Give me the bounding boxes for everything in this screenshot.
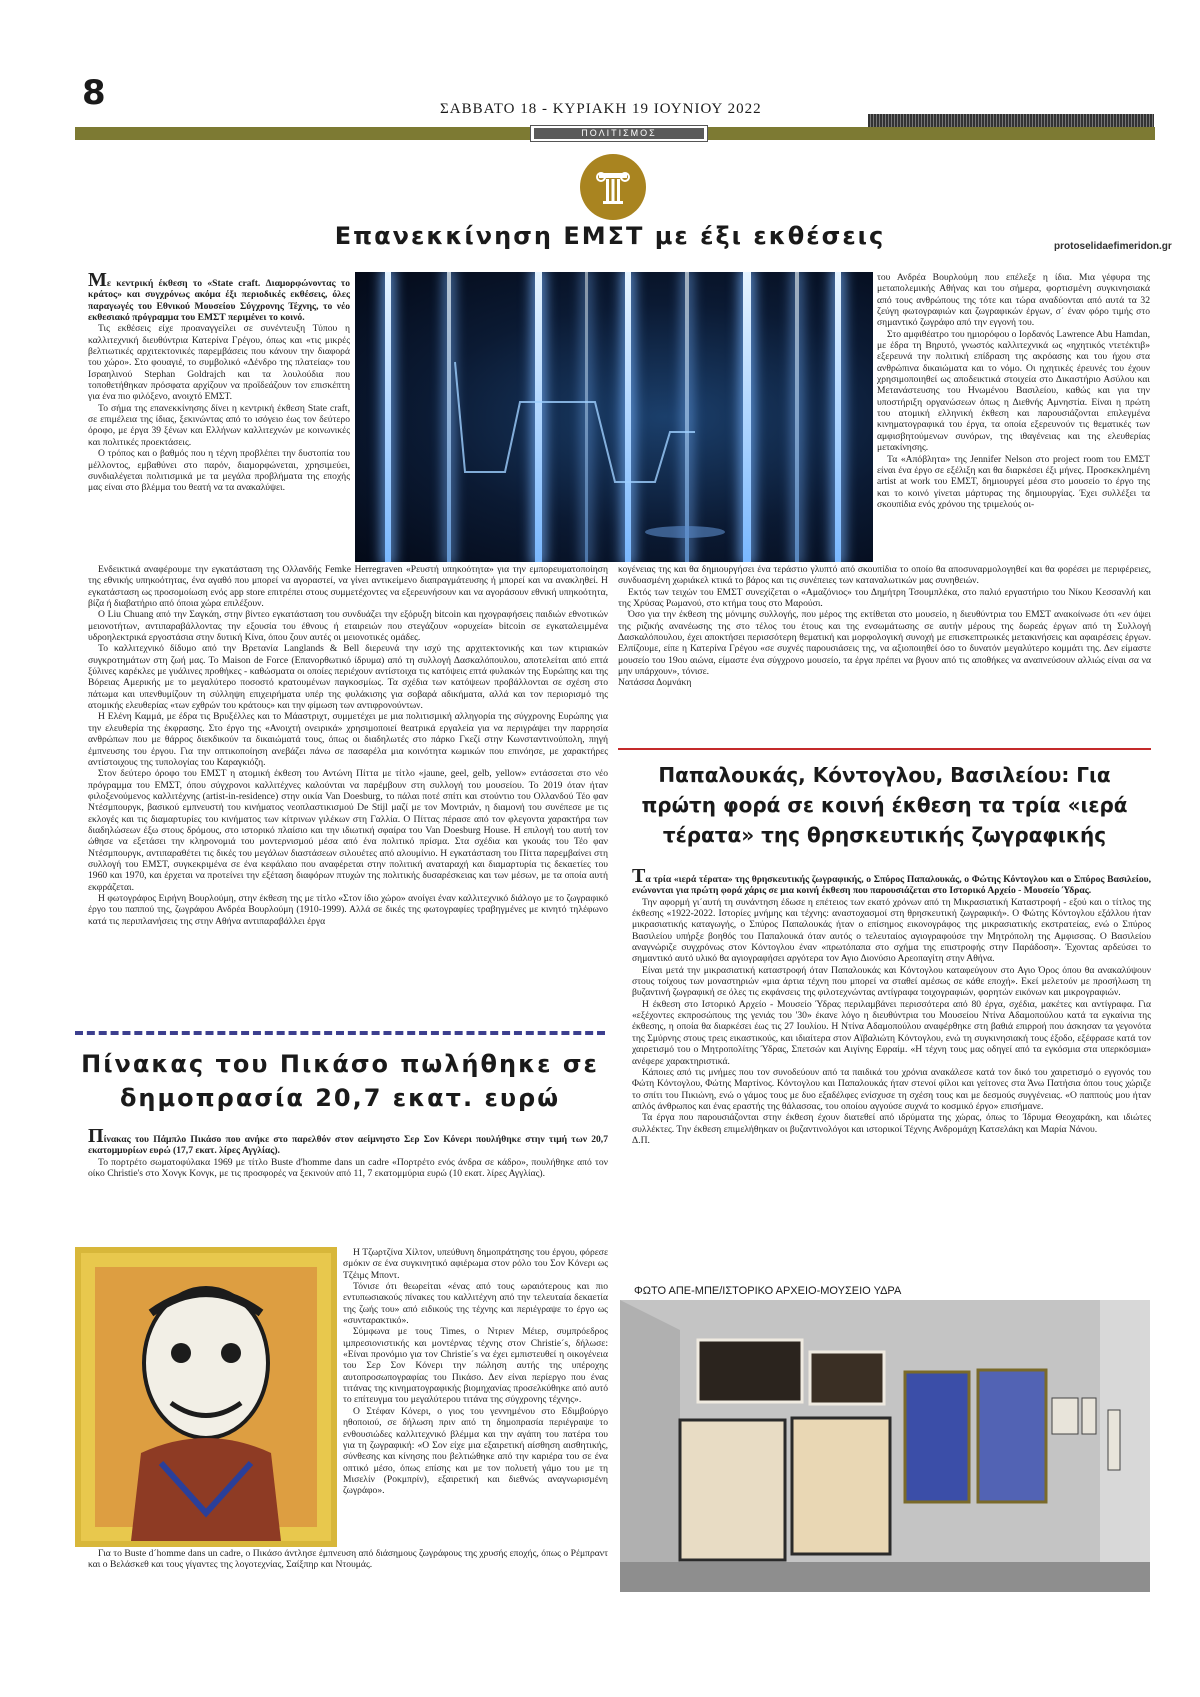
exhibition-gallery-photo [620, 1300, 1150, 1592]
paragraph: του Ανδρέα Βουρλούμη που επέλεξε η ίδια. Μια γέφυρα της μεταπολεμικής Αθήνας και του σήμερα, φορτισμένη συγκινησιακά από τους ανθρώπους της τότε και τώρα αναδύονται από αυτά τα 32 ζεύγη φωτογραφιών και ζωγραφικών έργων, σ΄ έναν φόρο τιμής στο σημαντικό ζωγράφο από την εγγονή του. [877, 272, 1150, 329]
article1-body-right [618, 564, 1151, 740]
newspaper-masthead [868, 114, 1154, 128]
drop-cap: Π [88, 1128, 104, 1147]
paragraph: Ενδεικτικά αναφέρουμε την εγκατάσταση της Ολλανδής Femke Herregraven «Ρευστή υπηκοότητα» για την εμπορευματοποίηση της εθνικής υπηκοότητας, ένα αγαθό που μπορεί να αγοραστεί, να γίνει αντικείμενο διαπραγμάτευσης ή μπορεί και να ανακληθεί. Η εγκατάσταση ως προσομοίωση ενός app store επιτρέπει στους συμμετέχοντες να εξερευνήσουν και να αγοράσουν εθνική υπηκοότητα, βίζα ή διαβατήριο από όποια χώρα επιλέξουν. [88, 564, 608, 610]
paragraph: κογένειας της και θα δημιουργήσει ένα τεράστιο γλυπτό από σκουπίδια το οποίο θα αποσυναρμολογηθεί και θα φορέσει με περιφέρειες, συνδυασμένη χωριάκελ κτικά το βάρος και τις συνέπειες των καταναλωτικών μας συνηθειών. [618, 564, 1151, 587]
article1-lead: ε κεντρική έκθεση το «State craft. Διαμορφώνοντας το κράτος» και συγχρόνως ακόμα έξι περιοδικές εκθέσεις, όλες παραγωγές του Εθνικού Μουσείου Σύγχρονης Τέχνης, το νέο εκθεσιακό πρόγραμμα του ΕΜΣΤ περιμένει το κοινό. [88, 278, 350, 324]
paragraph: Όσο για την έκθεση της μόνιμης συλλογής, που μέρος της εκτίθεται στο μουσείο, η διευθύντρια του ΕΜΣΤ ανακοίνωσε ότι «εν όψει της ριζικής ανανέωσης της στο τέλος του έτους και της ενσωμάτωσης σε αυτήν μέρους της δωρεάς έργων από τη Συλλογή Δασκαλόπουλου, έχει αποκτήσει περισσότερη θεματική και μορφολογική συνοχή με επισκεπτρωικές μετακινήσεις και αφαιρέσεις έργων. Ελπίζουμε, είπε η Κατερίνα Γρέγου «σε συχνές παρουσιάσεις της, να αξιοποιηθεί όσο το δυνατόν μεγαλύτερο κομμάτι της. Δεν είμαστε μουσείο του 19ου αιώνα, είμαστε ένα σύγχρονο μουσείο, τα έργα πρέπει να βγουν από τις αποθήκες να αναπνεύσουν αλλιώς είναι σα να μην υπάρχουν», τόνισε. [618, 609, 1151, 678]
paragraph: Στον δεύτερο όροφο του ΕΜΣΤ η ατομική έκθεση του Αντώνη Πίττα με τίτλο «jaune, geel, gelb, yellow» εντάσσεται στο νέο πρόγραμμα του ΕΜΣΤ, όπου σύγχρονοι καλλιτέχνες καλούνται να παρέμβουν στη συλλογή του μουσείου. Το 2019 όταν ήταν φιλοξενούμενος καλλιτέχνης (artist-in-residence) στην οικία Van Doesburg, το πάλαι ποτέ σπίτι και στούντιο του Ολλανδού Τέο φαν Ντέσμπουργκ, βασικού εμπνευστή του κινήματος νεοπλαστικισμού De Stijl μαζί με τον Μοντριάν, η διαμονή του συνέπεσε με τις εκλογές και τις διαμαρτυρίες του κινήματος των κίτρινων γιλέκων στη Γαλλία. Ο Πίττας πέρασε από τον φλεγοντα χαρακτήρα των διαδηλώσεων έξω στους δρόμους, στο ιστορικό πλαίσιο και την ιδιωτική σφαίρα του Van Doesburg House. Η επιλογή του αυτή τον ώθησε να εξετάσει την κληρονομιά του μοντερνισμού μέσα από ένα πολιτικό πρίσμα. Στα σχέδια και γκουάς του Τέο φαν Ντέσμπουργκ, αντιπαραθέτει τις δικές του μεγάλων διαστάσεων σιλουέτες από αλουμίνιο. Η εγκατάσταση του Πίττα παρεμβαίνει στη συλλογή του ΕΜΣΤ, συγκεκριμένα σε ένα κεφάλαιο που αναφέρεται στην πολιτική αναταραχή και διαμαρτυρία τις δεκαετίες του 1960 και 1970, και έρχεται να προτείνει την εξέταση διαφόρων πτυχών της πολιτικής δυσαρέσκειας και των μέσων, με τα οποία αυτή εκφράζεται. [88, 768, 608, 893]
article1-title: Επανεκκίνηση ΕΜΣΤ με έξι εκθέσεις [334, 222, 886, 250]
paragraph: Για το Buste d´homme dans un cadre, ο Πικάσο άντλησε έμπνευση από διάσημους ζωγράφους της χρυσής εποχής, όπως ο Ρέμπραντ και ο Βελάσκεθ και τους γίγαντες της λογοτεχνίας, Σαίξπηρ και Ντουμάς. [88, 1548, 608, 1571]
section-label-text: ΠΟΛΙΤΙΣΜΟΣ [534, 128, 704, 139]
section-label [530, 125, 708, 142]
paragraph: Η φωτογράφος Ειρήνη Βουρλούμη, στην έκθεση της με τίτλο «Στον ίδιο χώρο» ανοίγει έναν καλλιτεχνικό διάλογο με το ζωγραφικό έργο του παππού της, ζωγράφου Ανδρέα Βουρλούμη (1910-1999). Αλλά σε δικές της φωτογραφίες τραβηγμένες με κινητό τηλέφωνο κατά τις περιπλανήσεις της στην Αθήνα αντιπαραβάλλει έργα [88, 892, 608, 927]
paragraph: Τα «Απόβλητα» της Jennifer Nelson στο project room του ΕΜΣΤ είναι ένα έργο σε εξέλιξη και θα διαρκέσει έξι μήνες. Προσκεκλημένη artist at work του ΕΜΣΤ, δημιουργεί μέσα στο μουσείο το έργο της και το κοινό γίνεται μάρτυρας της δημιουργίας. Έχει συλλέξει τα σκουπίδια ενός χρόνου της τριμελούς οι- [877, 453, 1150, 510]
article1-col-right [877, 272, 1150, 562]
author: Νατάσσα Δομνάκη [618, 677, 692, 689]
article2-col-right [343, 1247, 608, 1547]
author: Δ.Π. [632, 1134, 650, 1146]
page-number: 8 [82, 73, 106, 113]
site-credit: protoselidaefimeridon.gr [1054, 241, 1172, 252]
paragraph: Το σήμα της επανεκκίνησης δίνει η κεντρική έκθεση State craft, σε επιμέλεια της ίδιας, ξεκινώντας από το ισόγειο έως τον δεύτερο όροφο, με έργα 39 ξένων και Ελλήνων καλλιτεχνών με κοινωνικές και πολιτικές προεκτάσεις. [88, 402, 350, 448]
picasso-painting-photo [75, 1247, 337, 1547]
drop-cap: Μ [88, 272, 107, 291]
paragraph: Τις εκθέσεις είχε προαναγγείλει σε συνέντευξη Τύπου η καλλιτεχνική διευθύντρια Κατερίνα Γρέγου, όπως και «τις μικρές βελτιωτικές αρχιτεκτονικές παρεμβάσεις που κάνουν την διαφορά του χώρο». Στο φουαγιέ, το συμβολικό «Δένδρο της πλατείας» του Ισραηλινού Stephan Goldrajch και τα λουλούδια που τοποθετήθηκαν πρόσφατα αρχίζουν να προϊδεάζουν τον επισκέπτη για ένα πιο φιλόξενο, ανοιχτό ΕΜΣΤ. [88, 323, 350, 403]
paragraph: Η Τζωρτζίνα Χίλτον, υπεύθυνη δημοπράτησης του έργου, φόρεσε σμόκιν σε ένα συγκινητικό αφιέρωμα στον ρόλο του Σον Κόνερι ως Τζέιμς Μποντ. [343, 1247, 608, 1281]
paragraph: Τόνισε ότι θεωρείται «ένας από τους ωραιότερους και πιο εντυπωσιακούς πίνακες του καλλιτέχνη από την τελευταία δεκαετία της ζωής του» από ειδικούς της τέχνης και περιέγραψε το έργο ως «συνταρακτικό». [343, 1281, 608, 1327]
paragraph: Την αφορμή γι΄αυτή τη συνάντηση έδωσε η επέτειος των εκατό χρόνων από τη Μικρασιατική Καταστροφή - εξού και ο τίτλος της έκθεσης «1922-2022. Ιστορίες μνήμης και τέχνης: αναστοχασμοί στη θρησκευτική ζωγραφική». Ο Φώτης Κόντογλου εξάλλου ήταν μικρασιατικής καταγωγής, ο Σπύρος Παπαλουκάς ήταν ο επίσημος εικονογράφος της μικρασιατικής εκστρατείας, ενώ ο Σπύρος Βασιλείου υπήρξε βοηθός του Παπαλουκά όταν αυτός ο τελευταίος αγιογραφούσε την Μητρόπολη της Αμφισσας. Ο Βασιλείου αναγνώριζε συγχρόνως στον Κόντογλου έναν «πρωτόπαπα στο σχήμα της επιστροφής στην Παράδοση». Έχοντας αρδεύσει το σημαντικό αυτό υλικό θα αγιογραφήσει αργότερα τον Αγιο Διονύσιο Αρεοπαγίτη στην Αθήνα. [632, 896, 1151, 965]
emst-installation-photo [355, 272, 873, 562]
paragraph: Η Ελένη Καμμά, με έδρα τις Βρυξέλλες και το Μάαστριχτ, συμμετέχει με μια πολιτισμική αλληγορία της σύγχρονης Ευρώπης για την ελευθερία της έκφρασης. Στο έργο της «Ανοιχτή ονειρικά» χρησιμοποιεί θεατρικά εργαλεία για να περιγράψει την παρρησία ανθρώπων που με θάρρος διεκδικούν τα δικαιώματά τους, όπως οι διαδηλωτές στο πάρκο Γκεζί στην Κωνσταντινούπολη, πηγή έμπνευσης του έργου. Για την οπτικοποίηση ανεβάζει πάνω σε πασαρέλα μια κοινότητα κωμικών που επινόησε, με χαρακτήρες αντίστοιχους της τυπολογίας του Καραγκιόζη. [88, 711, 608, 768]
article3-title: Παπαλουκάς, Κόντογλου, Βασιλείου: Για πρώτη φορά σε κοινή έκθεση τα τρία «ιερά τέρατα» της θρησκευτικής ζωγραφικής [641, 763, 1128, 847]
paragraph: Ο Στέφαν Κόνερι, ο γιος του γεννημένου στο Εδιμβούργο ηθοποιού, σε δήλωση πριν από τη δημοπρασία περιέγραψε το ενθουσιώδες καλλιτεχνικό βλέμμα και την αγάπη του πατέρα του για τη ζωγραφική: «Ο Σον είχε μια εξαιρετική αίσθηση αισθητικής, σύνθεσης και κίνησης που βελτιώθηκε από την καριέρα του σε ένα οπτικό μέσο, όπως επίσης και με τον πολυετή γάμο του με τη Μισελίν (Ροκμπρίν), εξαιρετική και διεθνώς αναγνωρισμένη ζωγράφο». [343, 1405, 608, 1497]
column-logo-icon [580, 154, 646, 220]
article1-body-left [88, 564, 608, 1024]
section-divider-red [618, 748, 1151, 750]
article3-body [632, 868, 1151, 1282]
paragraph: Τα έργα που παρουσιάζονται στην έκθεση έχουν διατεθεί από ιδρύματα της χώρας, όπως το Ίδρυμα Θεοχαράκη, και ιδιώτες συλλέκτες. Την έκθεση επιμελήθηκαν οι βυζαντινολόγοι και ιστορικοί Τέχνης Ανδρομάχη Κατσελάκη και Μαρία Νάνου. [632, 1112, 1151, 1135]
paragraph: Ο Liu Chuang από την Σαγκάη, στην βίντεο εγκατάσταση του συνδυάζει την εξόρυξη bitcoin και ηχογραφήσεις παιδιών εθνοτικών μειονοτήτων, αντιπαραβάλλοντας την εξουσία του έθνους ή εταιρειών που στεγάζουν «ορυχεία» bitcoin σε εγκαταλειμμένα υδροηλεκτρικά εργοστάσια στην δυτική Κίνα, όπου ζουν αυτές οι μειονοτικές ομάδες. [88, 609, 608, 644]
article2-lead: ίνακας του Πάμπλο Πικάσο που ανήκε στο παρελθόν στον αείμνηστο Σερ Σον Κόνερι πουλήθηκε στην τιμή των 20,7 εκατομμυρίων ευρώ (17,7 εκατ. λίρες Αγγλίας). [88, 1134, 608, 1157]
article2-title: Πίνακας του Πικάσο πωλήθηκε σε δημοπρασία 20,7 εκατ. ευρώ [81, 1050, 599, 1112]
paragraph: Το καλλιτεχνικό δίδυμο από την Βρετανία Langlands & Bell διερευνά την ισχύ της αρχιτεκτονικής και των κτιριακών συγκροτημάτων στη ζωή μας. Το Maison de Force (Επανορθωτικό ίδρυμα) από τη συλλογή Δασκαλόπουλου, αποτελείται από επτά ξύλινες καρέκλες με γυάλινες προθήκες - καθώσματα οι οποίες περιέχουν αντίστοιχα τις κατόψεις επτά φυλακών της Ευρώπης και της Βόρειας Αμερικής με το μεγαλύτερο ποσοστό κρατουμένων παγκοσμίως. Τα σχέδια των κατόψεων προβάλλονται σε σχέση στο πάτωμα και υπενθυμίζουν τη σύλληψη επιχειρήματα υπέρ της φυλάκισης για σοβαρά αδικήματα, αλλά και τον περιορισμό της ατομικής ελευθερίας «των εχθρών του κράτους» και την φίμωση των αντιφρονούντων. [88, 643, 608, 712]
paragraph: Κάποιες από τις μνήμες που τον συνοδεύουν από τα παιδικά του χρόνια ανακάλεσε κατά τον δικό του χαιρετισμό ο εγγονός του Φώτη Κόντογλου, Φώτης Μαρτίνος. Κόντογλου και Παπαλουκάς ήταν στενοί φίλοι και γείτονες στα Άνω Πατήσια όπου τους χώριζε το σπίτι του Πικιώνη, ενώ ο γάμος τους με δυο εξαδέλφες ενίσχυσε τη σχέση τους και με δεσμούς συγγένειας. «Ο παππούς μου ήταν απλός άνθρωπος και ένας εραστής της θάλασσας, του οποίου αγγούσε συχνά το κοσμικό έργο» επισήμανε. [632, 1066, 1151, 1112]
issue-date: ΣΑΒΒΑΤΟ 18 - ΚΥΡΙΑΚΗ 19 ΙΟΥΝΙΟΥ 2022 [440, 101, 762, 117]
paragraph: Η έκθεση στο Ιστορικό Αρχείο - Μουσείο Ύδρας περιλαμβάνει περισσότερα από 80 έργα, σχέδια, μακέτες και αντίγραφα. Για «εξέχοντες εκπροσώπους της γενιάς του '30» έκανε λόγο η διευθύντρια του Μουσείου Ντίνα Αδαμοπούλου κατά τα εγκαίνια της έκθεσης, η οποία θα διαρκέσει έως τις 27 Ιουλίου. Η Ντίνα Αδαμοπούλου αναφέρθηκε στη βαθιά επιρροή που άσκησαν τα γεγονότα της Σμύρνης στους τρεις εικαστικούς, και ιδιαίτερα στον Αϊβαλιώτη Κόντογλου, ενώ τη συγκινησιακή τους έξοδο, εξέφρασε κατά τον χαιρετισμό του ο Μητροπολίτης Ύδρας, Σπετσών και Αιγίνης Εφραίμ. «Η τέχνη τους μας οδηγεί από τα εγκόσμια στα υπερκόσμια» ανέφερε χαρακτηριστικά. [632, 998, 1151, 1067]
section-divider [75, 1031, 605, 1035]
paragraph: Ο τρόπος και ο βαθμός που η τέχνη προβλέπει την δυστοπία του μέλλοντος, εμβαθύνει στο παρόν, διαμορφώνεται, χρησιμεύει, συνδιαλέγεται πολιτισμικά με τα μεγάλα προβλήματα της εποχής μας είναι στο βλέμμα του θεατή να τα ανακαλύψει. [88, 448, 350, 494]
article3-lead: α τρία «ιερά τέρατα» της θρησκευτικής ζωγραφικής, ο Σπύρος Παπαλουκάς, ο Φώτης Κόντογλου και ο Σπύρος Βασιλείου, ενώνονται για πρώτη φορά χάρις σε μια κοινή έκθεση που παρουσιάζεται στο Ιστορικό Αρχείο - Μουσείο Ύδρας. [632, 874, 1151, 897]
paragraph: Το πορτρέτο σωματοφύλακα 1969 με τίτλο Buste d'homme dans un cadre «Πορτρέτο ενός άνδρα σε κάδρο», πουλήθηκε από τον οίκο Christie's στο Χονγκ Κονγκ, με τις προσφορές να ξεκινούν από 11, 7 εκατομμύρια ευρώ (10 εκατ. λίρες Αγγλίας). [88, 1156, 608, 1180]
paragraph: Είναι μετά την μικρασιατική καταστροφή όταν Παπαλουκάς και Κόντογλου καταφεύγουν στο Αγιο Όρος όπου θα ανακαλύψουν στους τοίχους των μοναστηριών «μια άρτια τέχνη που μπορεί να σταθεί αμέσως σε κάθε εποχή». Εκεί μελετούν με προσήλωση τη βυζαντινή ζωγραφική σε όλες τις εκφάνσεις της φιλοτεχνώντας αντίγραφα τοιχογραφιών, φορητών εικόνων και μικρογραφιών. [632, 964, 1151, 999]
paragraph: Σύμφωνα με τους Times, ο Ντριεν Μέιερ, συμπρόεδρος ιμπρεσιονιστικής και μοντέρνας τέχνης στον Christie´s, δήλωσε: «Είναι προνόμιο για τον Christie´s να έχει εμπιστευθεί η οικογένεια του Σερ Σον Κόνερι την πώληση αυτής της υπέροχης αυτοπροσωπογραφίας του Πικάσο. Δεν είναι περίεργο που ένας τιτάνας της κινηματογραφικής βιομηχανίας προσελκύθηκε από αυτό το επίτευγμα του μεγαλύτερου τιτάνα της σύγχρονης τέχνης». [343, 1326, 608, 1406]
paragraph: Εκτός των τειχών του ΕΜΣΤ συνεχίζεται ο «Αμαζόνιος» του Δημήτρη Τσουμπλέκα, στο παλιό εργαστήριο του Νίκου Κεσσανλή και της Χρύσας Ρωμανού, στο κτήμα τους στο Μαρούσι. [618, 586, 1151, 610]
paragraph: Στο αμφιθέατρο του ημιορόφου ο Ιορδανός Lawrence Abu Hamdan, με έδρα τη Βηρυτό, γνωστός καλλιτεχνικά ως «ηχητικός ντετέκτιβ» εξερευνά την πολιτική επίδραση της ακρόασης και του ήχου στα ανθρώπινα δικαιώματα και το νόμο. Οι ηχητικές έρευνές του έχουν χρησιμοποιηθεί ως αποδεικτικά στοιχεία στο Δικαστήριο Ασύλου και Μετανάστευσης του Ηνωμένου Βασιλείου, καθώς και για την υποστήριξη οργανώσεων όπως η Διεθνής Αμνηστία. Είναι η πρώτη του ατομική ελληνική έκθεση και παρουσιάζονται επιλεγμένα κινηματογραφικά του έργα, τα οποία εξερευνούν τις θεματικές των αμφισβητούμενων συνόρων, της ιθαγένειας και της ελευθερίας μετακίνησης. [877, 328, 1150, 454]
article1-col-left [88, 272, 350, 562]
article2-ending [88, 1548, 608, 1590]
drop-cap: Τ [632, 868, 646, 887]
article2-intro [88, 1128, 608, 1246]
photo-caption: ΦΩΤΟ ΑΠΕ-ΜΠΕ/ΙΣΤΟΡΙΚΟ ΑΡΧΕΙΟ-ΜΟΥΣΕΙΟ ΥΔΡΑ [634, 1285, 902, 1297]
